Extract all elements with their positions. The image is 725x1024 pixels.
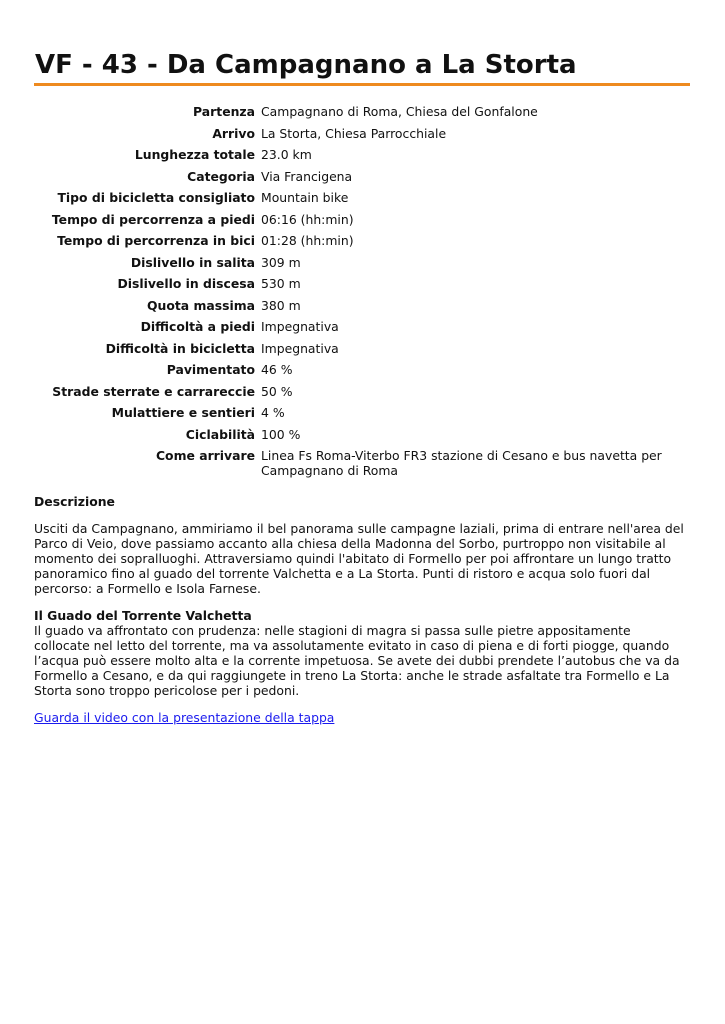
detail-label: Tempo di percorrenza a piedi (51, 211, 255, 227)
detail-row (34, 169, 690, 191)
detail-value: 309 m (261, 254, 301, 270)
page-title: VF - 43 - Da Campagnano a La Storta (35, 50, 577, 80)
detail-row (34, 341, 690, 363)
detail-label: Arrivo (212, 125, 255, 141)
document-page (34, 48, 690, 726)
detail-row (34, 126, 690, 148)
ford-paragraph: Il guado va affrontato con prudenza: nelle stagioni di magra si passa sulle pietre appositamente collocate nel letto del torrente, ma va assolutamente evitato in caso di piena e di forti piogge, quando l’acqua può essere molto alta e la corrente impetuosa. Se avete dei dubbi prendete l’autobus che va da Formello a Cesano, e da qui raggiungete in treno La Storta: anche le strade asfaltate tra Formello e La Storta sono troppo pericolose per i pedoni. (34, 622, 680, 698)
detail-label: Partenza (193, 104, 255, 119)
detail-value: 50 % (261, 383, 293, 399)
detail-row (34, 298, 690, 320)
detail-label: Tempo di percorrenza in bici (57, 233, 255, 248)
detail-label: Pavimentato (166, 362, 255, 377)
detail-row (34, 276, 690, 298)
detail-label: Mulattiere e sentieri (111, 405, 255, 420)
detail-value: 380 m (261, 297, 301, 313)
route-details-table (34, 104, 690, 485)
detail-label: Come arrivare (155, 448, 255, 463)
detail-value: 01:28 (hh:min) (261, 233, 354, 248)
detail-value: Mountain bike (261, 190, 349, 205)
detail-row (34, 362, 690, 384)
video-link[interactable]: Guarda il video con la presentazione della tappa (34, 709, 335, 725)
detail-row (34, 212, 690, 234)
detail-row (34, 104, 690, 126)
detail-label: Strade sterrate e carrareccie (52, 383, 255, 399)
detail-label: Quota massima (146, 297, 255, 313)
detail-value: 100 % (261, 426, 301, 442)
detail-label: Difficoltà a piedi (140, 319, 255, 334)
detail-value: Via Francigena (261, 168, 353, 184)
detail-label: Difficoltà in bicicletta (105, 340, 255, 356)
detail-value: Impegnativa (261, 319, 339, 334)
description-heading: Descrizione (34, 493, 115, 509)
detail-row (34, 255, 690, 277)
ford-heading: Il Guado del Torrente Valchetta (34, 607, 252, 623)
detail-row (34, 319, 690, 341)
detail-row (34, 384, 690, 406)
detail-label: Tipo di bicicletta consigliato (57, 190, 255, 205)
detail-row (34, 405, 690, 427)
detail-value: La Storta, Chiesa Parrocchiale (261, 125, 447, 141)
detail-row (34, 147, 690, 169)
detail-value: 530 m (261, 276, 301, 291)
detail-label: Dislivello in salita (130, 254, 255, 270)
detail-value: 23.0 km (261, 147, 312, 162)
route-details-body (34, 104, 690, 485)
detail-value: Impegnativa (261, 340, 339, 356)
detail-label: Ciclabilità (185, 426, 255, 442)
description-paragraph: Usciti da Campagnano, ammiriamo il bel panorama sulle campagne laziali, prima di entrare nell'area del Parco di Veio, dove passiamo accanto alla chiesa della Madonna del Sorbo, purtroppo non visitabile al momento dei sopralluoghi. Attraversiamo quindi l'abitato di Formello per poi affrontare un lungo tratto panoramico fino al guado del torrente Valchetta e a La Storta. Punti di ristoro e acqua solo fuori dal percorso: a Formello e Isola Farnese. (34, 520, 684, 596)
detail-row (34, 448, 690, 485)
title-underline (34, 83, 690, 86)
detail-value: 46 % (261, 362, 293, 377)
detail-label: Dislivello in discesa (117, 276, 255, 291)
detail-value: Linea Fs Roma-Viterbo FR3 stazione di Cesano e bus navetta per Campagnano di Roma (261, 448, 662, 478)
detail-label: Categoria (187, 168, 255, 184)
detail-label: Lunghezza totale (134, 147, 255, 162)
detail-value: 4 % (261, 405, 285, 420)
detail-value: 06:16 (hh:min) (261, 211, 354, 227)
detail-value: Campagnano di Roma, Chiesa del Gonfalone (261, 104, 538, 119)
detail-row (34, 427, 690, 449)
detail-row (34, 233, 690, 255)
detail-row (34, 190, 690, 212)
